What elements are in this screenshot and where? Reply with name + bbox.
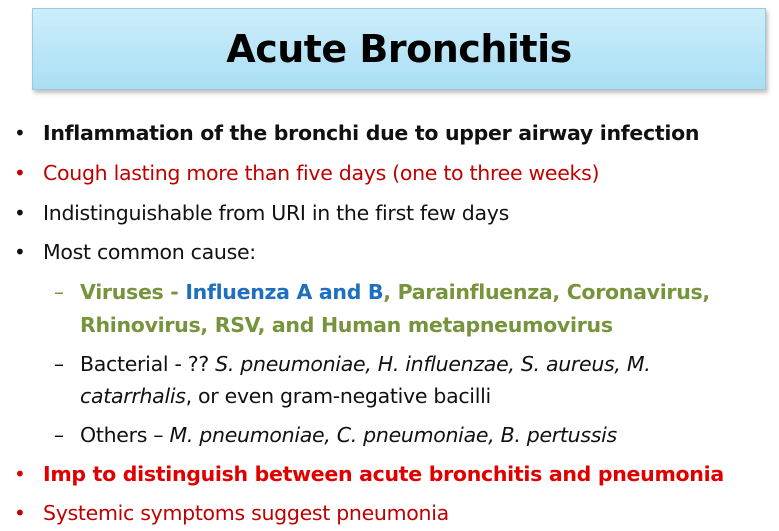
sub-viruses-line2: Rhinovirus, RSV, and Human metapneumovirus bbox=[80, 313, 613, 337]
viruses-rest: , Parainfluenza, Coronavirus, bbox=[383, 280, 710, 304]
sub-dash: – bbox=[54, 423, 64, 447]
viruses-label: Viruses - bbox=[80, 280, 186, 304]
bullet-distinguish: Imp to distinguish between acute bronchitis and pneumonia bbox=[43, 462, 724, 486]
influenza-text: Influenza A and B bbox=[185, 280, 384, 304]
sub-viruses bbox=[80, 280, 710, 304]
bacterial-rest: , or even gram-negative bacilli bbox=[185, 384, 491, 408]
bullet-inflammation: Inflammation of the bronchi due to upper airway infection bbox=[43, 121, 700, 145]
bullet-marker: • bbox=[14, 201, 26, 225]
bullet-cough: Cough lasting more than five days (one to three weeks) bbox=[43, 161, 600, 185]
slide-title: Acute Bronchitis bbox=[226, 27, 572, 71]
sub-bacterial bbox=[80, 352, 650, 376]
bacterial-label: Bacterial - ?? bbox=[80, 352, 216, 376]
title-banner bbox=[32, 8, 766, 90]
sub-dash: – bbox=[54, 280, 64, 304]
bullet-marker: • bbox=[14, 462, 26, 486]
sub-bacterial-line2 bbox=[80, 384, 491, 408]
bacterial-catarrhalis: catarrhalis bbox=[80, 384, 186, 408]
bacterial-species: S. pneumoniae, H. influenzae, S. aureus, M. bbox=[215, 352, 651, 376]
bullet-systemic: Systemic symptoms suggest pneumonia bbox=[43, 501, 449, 525]
others-species: M. pneumoniae, C. pneumoniae, B. pertussis bbox=[169, 423, 617, 447]
bullet-marker: • bbox=[14, 501, 26, 525]
sub-others bbox=[80, 423, 617, 447]
bullet-common-cause: Most common cause: bbox=[43, 240, 256, 264]
bullet-marker: • bbox=[14, 161, 26, 185]
sub-dash: – bbox=[54, 352, 64, 376]
bullet-indistinguishable: Indistinguishable from URI in the first few days bbox=[43, 201, 509, 225]
bullet-marker: • bbox=[14, 121, 26, 145]
others-label: Others – bbox=[80, 423, 170, 447]
bullet-marker: • bbox=[14, 240, 26, 264]
